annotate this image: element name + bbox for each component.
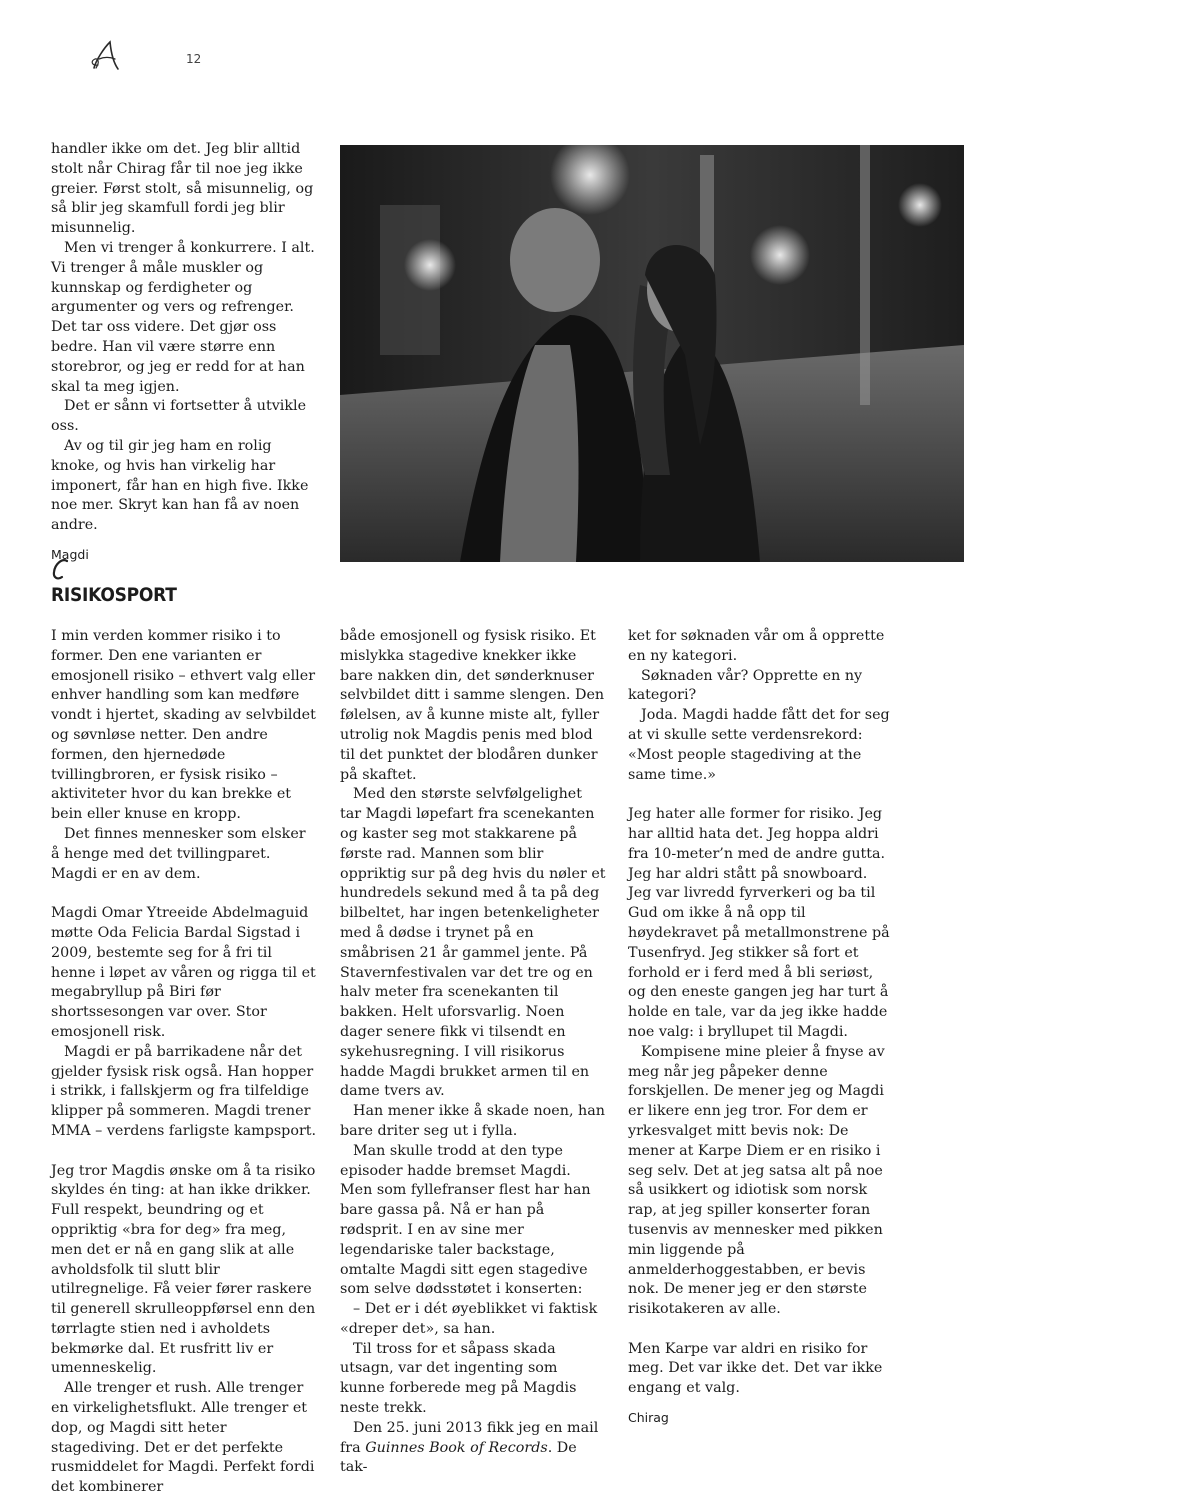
couple-photo: [340, 145, 964, 562]
page-number: 12: [186, 52, 202, 66]
author-signature: Chirag: [628, 1410, 669, 1426]
paragraph: både emosjonell og fysisk risiko. Et mislykka stagedive knekker ikke bare nakken din, det sønderknuser selvbildet ditt i samme slengen. Den følelsen, av å kunne miste alt, fyller utrolig nok Magdis penis med blod til det punktet der blodåren dunker på skaftet.: [340, 628, 605, 783]
body-column-1: [51, 627, 317, 1498]
script-a-logo-icon: [88, 38, 128, 76]
paragraph: Jeg tror Magdis ønske om å ta risiko skyldes én ting: at han ikke drikker. Full respekt, beundring og et oppriktig «bra for deg» fra meg, men det er nå en gang slik at alle avholdsfolk til slutt blir utilregnelige. Få veier fører raskere til generell skrulleoppførsel enn den tørrlagte stien ned i avholdets bekmørke dal. Et rusfritt liv er umenneskelig.: [51, 1162, 316, 1377]
paragraph: Alle trenger et rush. Alle trenger en virkelighetsflukt. Alle trenger et dop, og Magdi sitt heter stagediving. Det er det perfekte rusmiddelet for Magdi. Perfekt fordi det kombinerer: [51, 1380, 315, 1496]
paragraph-text: Den 25. juni 2013 fikk jeg en mail fra: [340, 1419, 599, 1456]
paragraph: Magdi Omar Ytreeide Abdelmaguid møtte Oda Felicia Bardal Sigstad i 2009, bestemte seg for å fri til henne i løpet av våren og rigga til et megabryllup på Biri før shortssesongen var over. Stor emosjonell risk.: [51, 905, 316, 1040]
paragraph: Søknaden vår? Opprette en ny kategori?: [628, 667, 863, 704]
paragraph-text: . De tak-: [340, 1439, 577, 1476]
body-column-3: [628, 627, 894, 1428]
paragraph: – Det er i dét øyeblikket vi faktisk «dreper det», sa han.: [340, 1301, 598, 1337]
paragraph: I min verden kommer risiko i to former. Den ene varianten er emosjonell risiko – ethvert valg eller enhver handling som kan medføre vondt i hjertet, skading av selvbildet og søvnløse netter. Den andre formen, den hjernedøde tvillingbroren, er fysisk risiko – aktiviteter hvor du kan brekke et bein eller knuse en kropp.: [51, 628, 316, 823]
paragraph: Han mener ikke å skade noen, han bare driter seg ut i fylla.: [340, 1103, 605, 1139]
paragraph: Jeg hater alle former for risiko. Jeg har alltid hata det. Jeg hoppa aldri fra 10-meter’n med de andre gutta. Jeg har aldri stått på snowboard. Jeg var livredd fyrverkeri og ba til Gud om ikke å nå opp til høydekravet på metallmonstrene på Tusenfryd. Jeg stikker så fort et forhold er i ferd med å bli seriøst, og den eneste gangen jeg har turt å holde en tale, var da jeg ikke hadde noe valg: i bryllupet til Magdi.: [628, 806, 890, 1040]
body-column-2: [340, 627, 606, 1478]
paragraph: Joda. Magdi hadde fått det for seg at vi skulle sette verdensrekord: «Most people stagediving at the same time.»: [628, 707, 890, 783]
paragraph: Til tross for et såpass skada utsagn, var det ingenting som kunne forberede meg på Magdis neste trekk.: [340, 1340, 577, 1417]
paragraph: Magdi er på barrikadene når det gjelder fysisk risk også. Han hopper i strikk, i fallskjerm og fra tilfeldige klipper på sommeren. Magdi trener MMA – verdens farligste kampsport.: [51, 1043, 317, 1139]
paragraph: Med den største selvfølgelighet tar Magdi løpefart fra scenekanten og kaster seg mot stakkarene på første rad. Mannen som blir oppriktig sur på deg hvis du nøler et hundredels sekund med å ta på deg bilbeltet, har ingen betenkeligheter med å dødse i trynet på en småbrisen 21 år gammel jente. På Stavernfestivalen var det tre og en halv meter fra scenekanten til bakken. Helt uforsvarlig. Noen dager senere fikk vi tilsendt en sykehusregning. I vill risikorus hadde Magdi brukket armen til en dame tvers av.: [340, 786, 606, 1100]
paragraph: Man skulle trodd at den type episoder hadde bremset Magdi. Men som fyllefranser flest har han bare gassa på. Nå er han på rødsprit. I en av sine mer legendariske taler backstage, omtalte Magdi sitt egen stagedive som selve dødsstøtet i konserten:: [340, 1142, 591, 1298]
paragraph: Men Karpe var aldri en risiko for meg. Det var ikke det. Det var ikke engang et valg.: [628, 1340, 883, 1397]
paragraph: ket for søknaden vår om å opprette en ny kategori.: [628, 628, 885, 664]
section-title: RISIKOSPORT: [51, 584, 177, 606]
paragraph: Kompisene mine pleier å fnyse av meg når jeg påpeker denne forskjellen. De mener jeg og Magdi er likere enn jeg tror. For dem er yrkesvalget mitt bevis nok: De mener at Karpe Diem er en risiko i seg selv. Det at jeg satsa alt på noe så usikkert og idiotisk som norsk rap, at jeg spiller konserter foran tusenvis av mennesker med pikken min liggende på anmelderhoggestabben, er bevis nok. De mener jeg er den største risikotakeren av alle.: [628, 1043, 885, 1318]
author-signature: Magdi: [51, 546, 89, 562]
script-c-icon: [50, 556, 72, 582]
paragraph: [340, 1419, 606, 1478]
paragraph: Av og til gir jeg ham en rolig knoke, og hvis han virkelig har imponert, får han en high five. Ikke noe mer. Skryt kan han få av noen andre.: [51, 437, 309, 534]
paragraph: Men vi trenger å konkurrere. I alt. Vi trenger å måle muskler og kunnskap og ferdigheter og argumenter og vers og refrenger. Det tar oss videre. Det gjør oss bedre. Han vil være større enn storebror, og jeg er redd for at han skal ta meg igjen.: [51, 239, 315, 395]
couple-photo-icon: [340, 145, 964, 562]
paragraph: handler ikke om det. Jeg blir alltid stolt når Chirag får til noe jeg ikke greier. Først stolt, så misunnelig, og så blir jeg skamfull fordi jeg blir misunnelig.: [51, 141, 314, 237]
book-title: Guinnes Book of Records: [365, 1439, 548, 1456]
top-text-column: [51, 140, 317, 565]
paragraph: Det finnes mennesker som elsker å henge med det tvillingparet. Magdi er en av dem.: [51, 825, 306, 882]
paragraph: Det er sånn vi fortsetter å utvikle oss.: [51, 398, 307, 435]
